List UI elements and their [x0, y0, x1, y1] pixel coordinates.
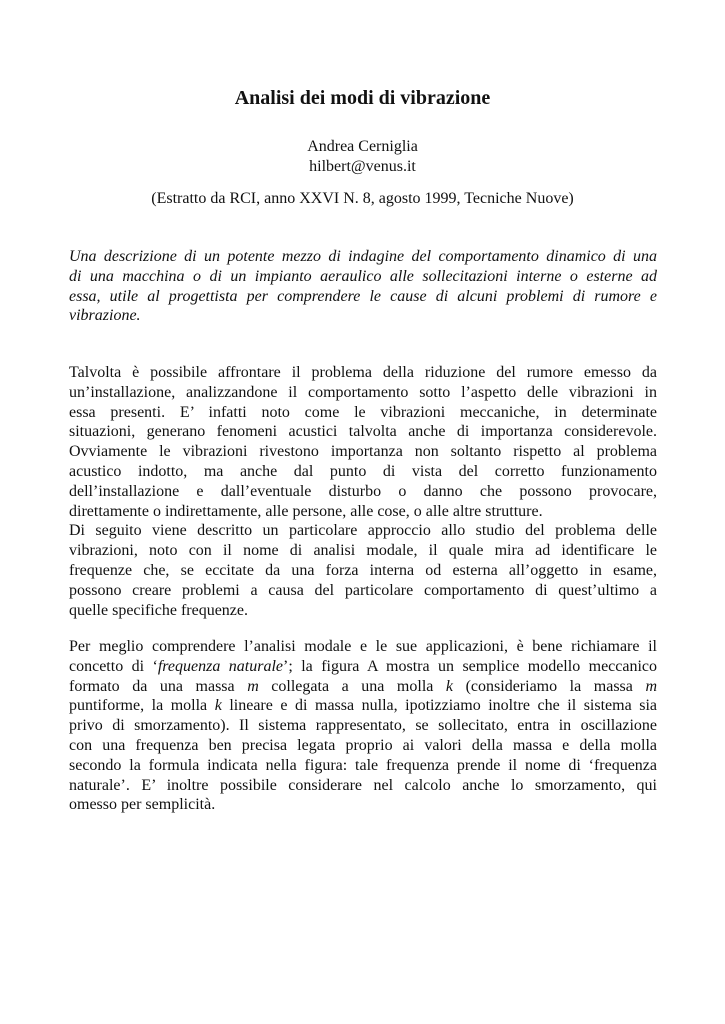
- italic-symbol: k: [445, 677, 454, 695]
- italic-symbol: m: [645, 677, 657, 695]
- text-run: (consideriamo la massa: [453, 677, 646, 695]
- text-run: collegata a una molla: [258, 677, 446, 695]
- paragraph-line: dell’installazione e dall’eventuale disturbo o danno che possono provocare,: [69, 482, 657, 500]
- paragraph-line: [69, 677, 657, 697]
- text-run: formato da una massa: [69, 677, 248, 695]
- paragraph-line: possono creare problemi a causa del particolare comportamento di quest’ultimo a: [69, 581, 657, 599]
- paragraph-line: Per meglio comprendere l’analisi modale e le sue applicazioni, è bene richiamare il: [69, 638, 657, 655]
- author-name: Andrea Cerniglia: [307, 138, 418, 155]
- text-run: lineare e di massa nulla, ipotizziamo inoltre che il sistema sia: [221, 697, 657, 715]
- paragraph-line: privo di smorzamento). Il sistema rappresentato, se sollecitato, entra in oscillazione: [69, 717, 657, 735]
- paragraph-line: [69, 696, 657, 716]
- paragraph-line: [69, 657, 657, 677]
- paragraph-line: Ovviamente le vibrazioni rivestono importanza non soltanto rispetto al problema: [69, 443, 657, 461]
- text-run: ’; la figura A mostra un semplice modello meccanico: [283, 657, 658, 675]
- body-paragraph-2: [69, 637, 657, 815]
- paragraph-line: omesso per semplicità.: [69, 796, 216, 814]
- page-title: Analisi dei modi di vibrazione: [234, 87, 491, 109]
- paragraph-line: un’installazione, analizzandone il comportamento sotto l’aspetto delle vibrazioni in: [69, 383, 657, 401]
- text-run: puntiforme, la molla: [69, 697, 215, 715]
- abstract: [69, 247, 657, 326]
- italic-symbol: k: [214, 697, 222, 715]
- paragraph-line: situazioni, generano fenomeni acustici talvolta anche di importanza considerevole.: [69, 423, 657, 441]
- abstract-line: Una descrizione di un potente mezzo di indagine del comportamento dinamico di una: [69, 248, 657, 265]
- source-citation: (Estratto da RCI, anno XXVI N. 8, agosto 1999, Tecniche Nuove): [151, 190, 574, 207]
- body-paragraph-1: [69, 363, 657, 620]
- abstract-line: vibrazione.: [69, 307, 141, 325]
- abstract-line: essa, utile al progettista per comprendere le cause di alcuni problemi di rumore e: [69, 287, 657, 305]
- italic-symbol: m: [247, 677, 259, 695]
- paragraph-line: con una frequenza ben precisa legata proprio ai valori della massa e della molla: [69, 736, 657, 754]
- paragraph-line: frequenze che, se eccitate da una forza interna od esterna all’oggetto in esame,: [69, 561, 657, 579]
- paragraph-line: naturale’. E’ inoltre possibile considerare nel calcolo anche lo smorzamento, qui: [69, 776, 657, 794]
- italic-term: frequenza naturale: [157, 657, 284, 675]
- paragraph-line: secondo la formula indicata nella figura: tale frequenza prende il nome di ‘frequenza: [69, 756, 657, 774]
- author-email: hilbert@venus.it: [309, 158, 416, 175]
- text-run: concetto di ‘: [69, 657, 158, 675]
- paragraph-line: essa presenti. E’ infatti noto come le vibrazioni meccaniche, in determinate: [69, 403, 657, 421]
- abstract-line: di una macchina o di un impianto aeraulico alle sollecitazioni interne o esterne ad: [69, 267, 657, 285]
- paragraph-line: vibrazioni, noto con il nome di analisi modale, il quale mira ad identificare le: [69, 542, 657, 560]
- paragraph-line: quelle specifiche frequenze.: [69, 601, 249, 619]
- paragraph-line: acustico indotto, ma anche dal punto di vista del corretto funzionamento: [69, 462, 657, 480]
- paragraph-line: Di seguito viene descritto un particolare approccio allo studio del problema delle: [69, 522, 657, 540]
- paragraph-line: Talvolta è possibile affrontare il problema della riduzione del rumore emesso da: [69, 364, 657, 381]
- paragraph-line: direttamente o indirettamente, alle persone, alle cose, o alle altre strutture.: [69, 502, 543, 520]
